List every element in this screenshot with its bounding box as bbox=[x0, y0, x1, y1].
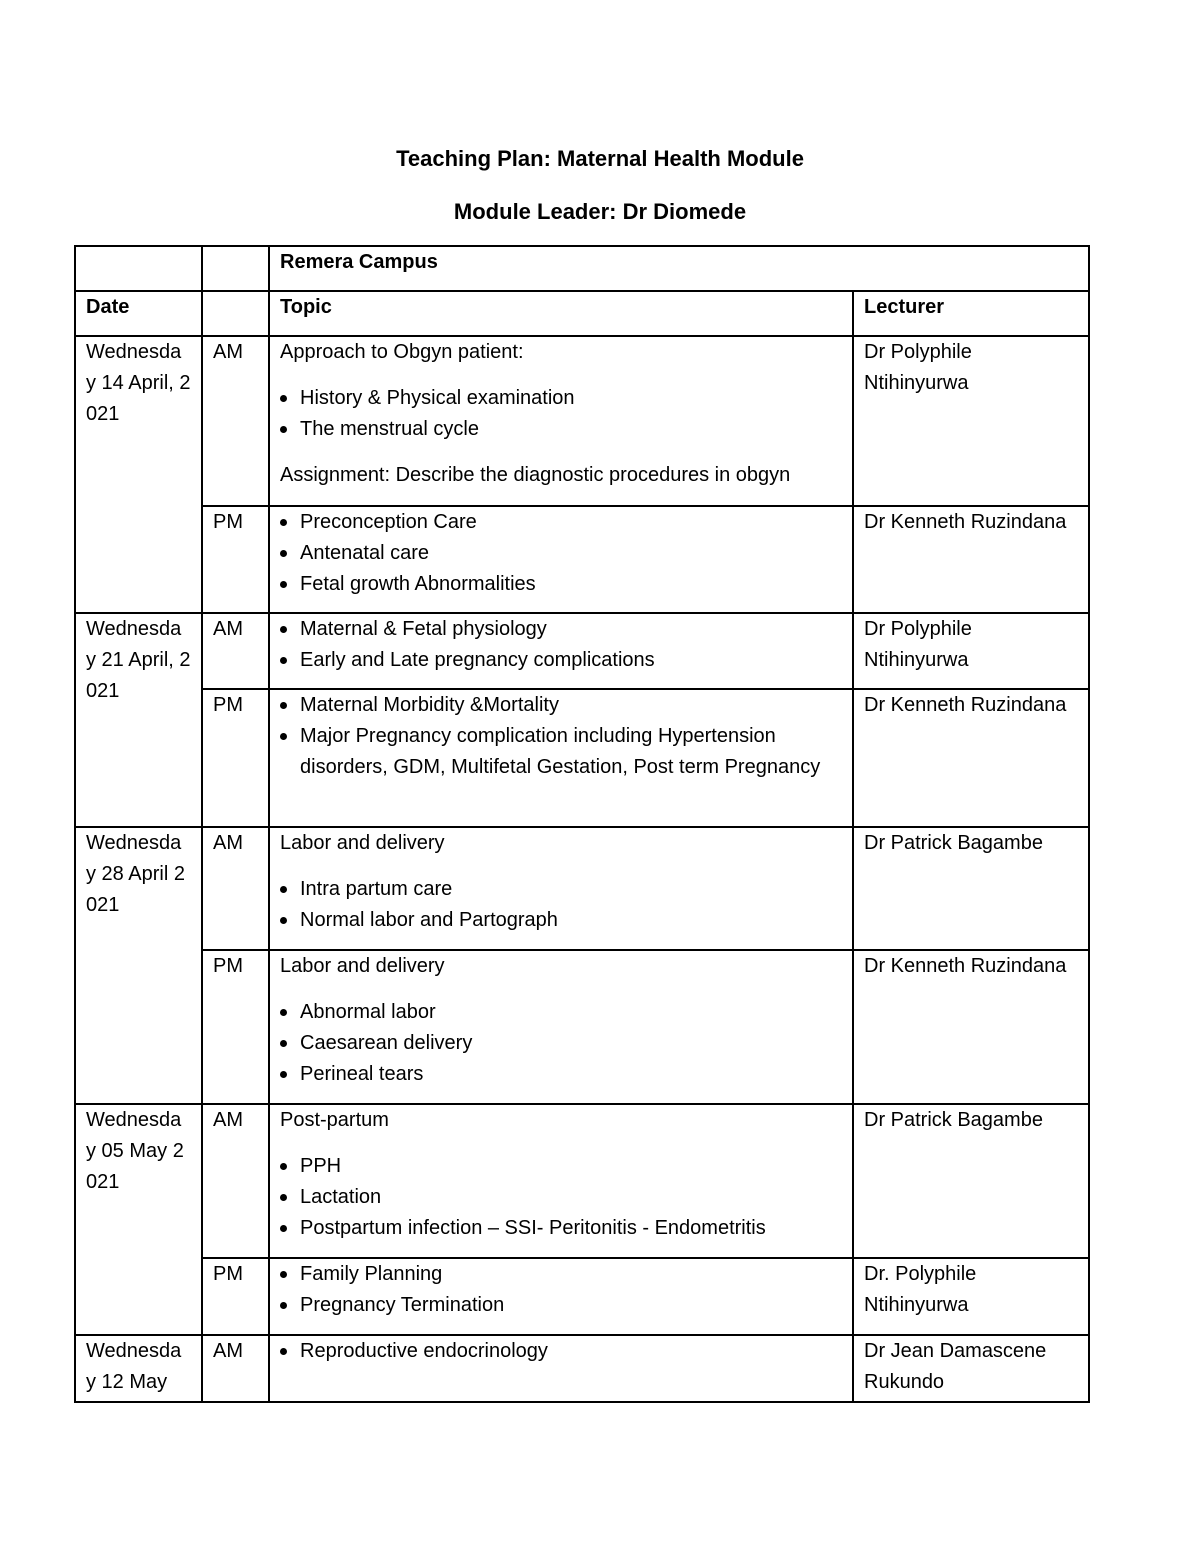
session-cell: AM bbox=[202, 336, 269, 506]
date-cell: Wednesday 14 April, 2021 bbox=[75, 336, 202, 613]
document-title: Teaching Plan: Maternal Health Module bbox=[396, 146, 804, 171]
empty-cell bbox=[75, 246, 202, 291]
topic-cell bbox=[269, 1258, 853, 1335]
list-item: Fetal growth Abnormalities bbox=[280, 569, 842, 600]
session-cell: AM bbox=[202, 1335, 269, 1402]
lecturer-cell: Dr Polyphile Ntihinyurwa bbox=[853, 613, 1089, 689]
lecturer-cell: Dr Patrick Bagambe bbox=[853, 827, 1089, 950]
teaching-plan-table bbox=[74, 245, 1090, 1403]
lecturer-cell: Dr Jean Damascene Rukundo bbox=[853, 1335, 1089, 1402]
lecturer-cell: Dr Patrick Bagambe bbox=[853, 1104, 1089, 1258]
topic-list bbox=[280, 507, 842, 600]
topic-list bbox=[280, 690, 842, 783]
session-cell: PM bbox=[202, 950, 269, 1104]
list-item: Postpartum infection – SSI- Peritonitis - Endometritis bbox=[280, 1213, 842, 1244]
topic-list bbox=[280, 1151, 842, 1244]
topic-list bbox=[280, 383, 842, 445]
list-item: Caesarean delivery bbox=[280, 1028, 842, 1059]
list-item: Preconception Care bbox=[280, 507, 842, 538]
lecturer-cell: Dr. Polyphile Ntihinyurwa bbox=[853, 1258, 1089, 1335]
topic-intro: Labor and delivery bbox=[280, 955, 445, 977]
list-item: Maternal Morbidity &Mortality bbox=[280, 690, 842, 721]
date-cell: Wednesday 28 April 2021 bbox=[75, 827, 202, 1104]
session-cell: AM bbox=[202, 827, 269, 950]
header-date: Date bbox=[75, 291, 202, 336]
topic-intro: Labor and delivery bbox=[280, 832, 445, 854]
lecturer-cell: Dr Kenneth Ruzindana bbox=[853, 689, 1089, 827]
list-item: Abnormal labor bbox=[280, 997, 842, 1028]
list-item: Normal labor and Partograph bbox=[280, 905, 842, 936]
empty-cell bbox=[202, 246, 269, 291]
table-row bbox=[75, 827, 1089, 950]
list-item: Antenatal care bbox=[280, 538, 842, 569]
table-row bbox=[75, 950, 1089, 1104]
list-item: Early and Late pregnancy complications bbox=[280, 645, 842, 676]
list-item: The menstrual cycle bbox=[280, 414, 842, 445]
list-item: Pregnancy Termination bbox=[280, 1290, 842, 1321]
topic-list bbox=[280, 997, 842, 1090]
lecturer-cell: Dr Kenneth Ruzindana bbox=[853, 506, 1089, 613]
topic-cell bbox=[269, 689, 853, 827]
topic-intro: Post-partum bbox=[280, 1109, 389, 1131]
topic-cell bbox=[269, 950, 853, 1104]
topic-cell bbox=[269, 1335, 853, 1402]
topic-cell bbox=[269, 1104, 853, 1258]
table-row bbox=[75, 336, 1089, 506]
lecturer-cell: Dr Kenneth Ruzindana bbox=[853, 950, 1089, 1104]
topic-assignment: Assignment: Describe the diagnostic procedures in obgyn bbox=[280, 464, 791, 486]
list-item: Lactation bbox=[280, 1182, 842, 1213]
session-cell: AM bbox=[202, 1104, 269, 1258]
list-item: Perineal tears bbox=[280, 1059, 842, 1090]
session-cell: AM bbox=[202, 613, 269, 689]
module-leader: Module Leader: Dr Diomede bbox=[453, 199, 747, 224]
list-item: Reproductive endocrinology bbox=[280, 1336, 842, 1367]
campus-row bbox=[75, 246, 1089, 291]
topic-cell bbox=[269, 336, 853, 506]
topic-list bbox=[280, 1259, 842, 1321]
topic-list bbox=[280, 614, 842, 676]
list-item: History & Physical examination bbox=[280, 383, 842, 414]
header-lecturer: Lecturer bbox=[853, 291, 1089, 336]
campus-label: Remera Campus bbox=[269, 246, 1089, 291]
topic-cell bbox=[269, 506, 853, 613]
topic-intro: Approach to Obgyn patient: bbox=[280, 341, 524, 363]
session-cell: PM bbox=[202, 1258, 269, 1335]
table-row bbox=[75, 1335, 1089, 1402]
topic-cell bbox=[269, 613, 853, 689]
date-cell: Wednesday 05 May 2021 bbox=[75, 1104, 202, 1335]
topic-cell bbox=[269, 827, 853, 950]
table-row bbox=[75, 1258, 1089, 1335]
list-item: Family Planning bbox=[280, 1259, 842, 1290]
topic-list bbox=[280, 874, 842, 936]
table-row bbox=[75, 506, 1089, 613]
session-cell: PM bbox=[202, 689, 269, 827]
table-row bbox=[75, 613, 1089, 689]
header-row bbox=[75, 291, 1089, 336]
header-session bbox=[202, 291, 269, 336]
date-cell: Wednesday 21 April, 2021 bbox=[75, 613, 202, 827]
topic-list bbox=[280, 1336, 842, 1367]
list-item: PPH bbox=[280, 1151, 842, 1182]
list-item: Major Pregnancy complication including Hypertension disorders, GDM, Multifetal Gestation, Post term Pregnancy bbox=[280, 721, 842, 783]
session-cell: PM bbox=[202, 506, 269, 613]
list-item: Intra partum care bbox=[280, 874, 842, 905]
table-row bbox=[75, 689, 1089, 827]
date-cell: Wednesday 12 May bbox=[75, 1335, 202, 1402]
header-topic: Topic bbox=[269, 291, 853, 336]
list-item: Maternal & Fetal physiology bbox=[280, 614, 842, 645]
table-row bbox=[75, 1104, 1089, 1258]
lecturer-cell: Dr Polyphile Ntihinyurwa bbox=[853, 336, 1089, 506]
